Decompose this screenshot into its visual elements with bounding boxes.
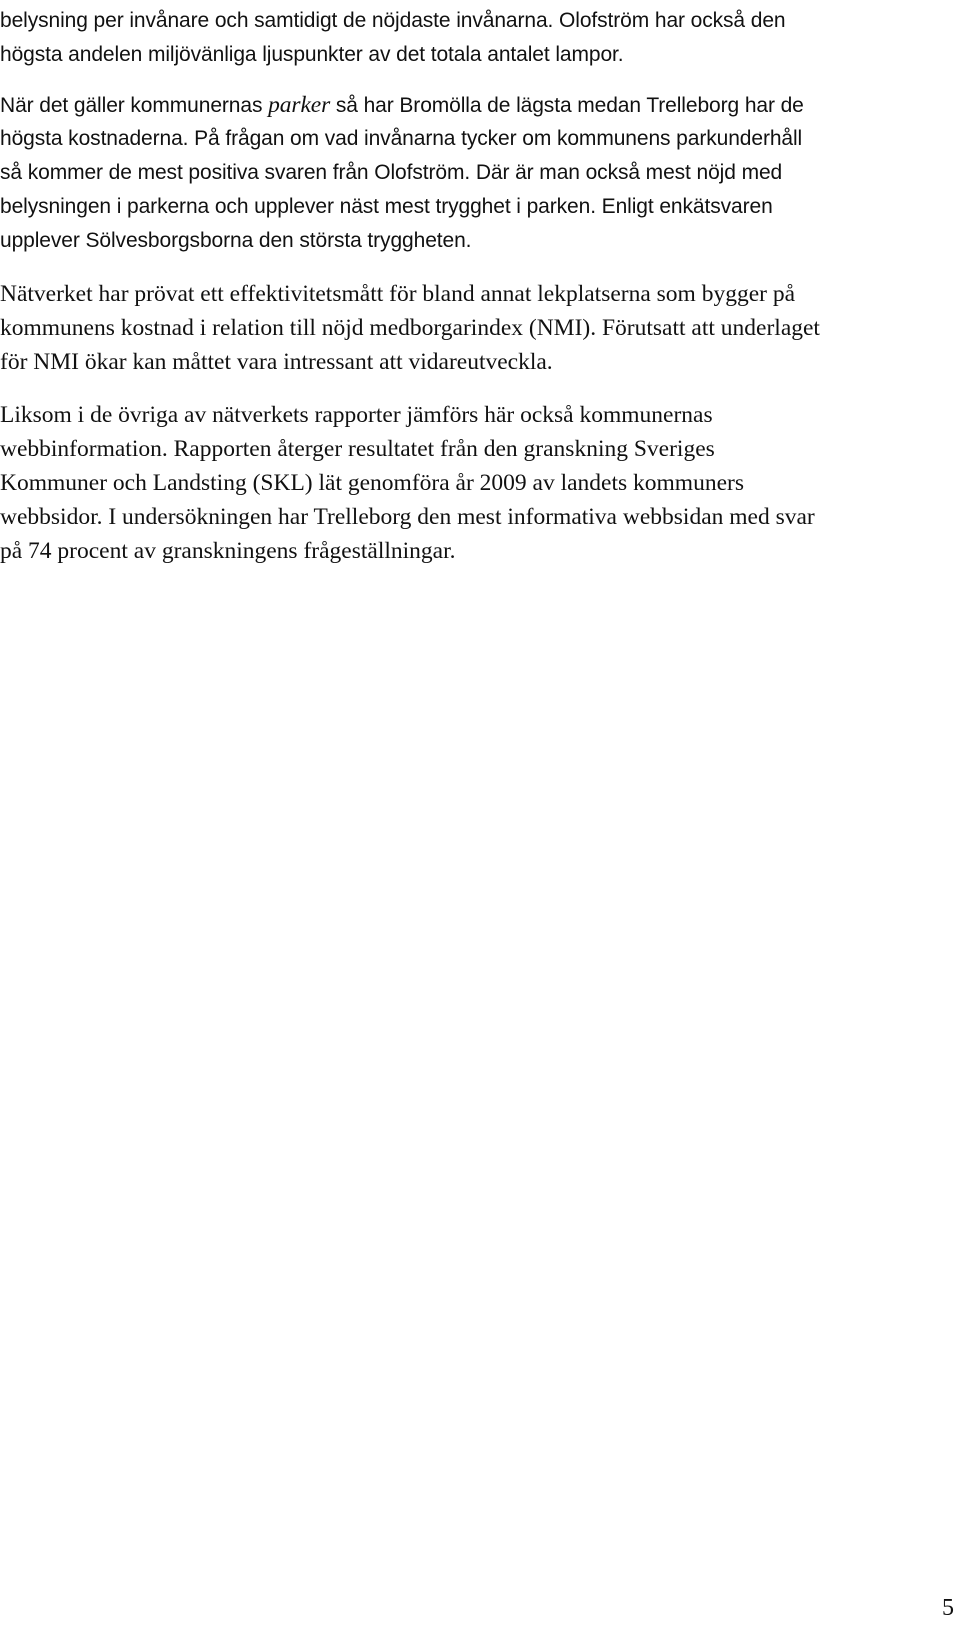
text-line: så kommer de mest positiva svaren från Olofström. Där är man också mest nöjd med [0,161,783,184]
text-line: Nätverket har prövat ett effektivitetsmått för bland annat lekplatserna som bygger på [0,281,796,307]
paragraph-lighting [0,4,786,72]
text-line: för NMI ökar kan måttet vara intressant att vidareutveckla. [0,349,553,375]
text-line: kommunens kostnad i relation till nöjd medborgarindex (NMI). Förutsatt att underlaget [0,315,820,341]
text-line: Liksom i de övriga av nätverkets rapporter jämförs här också kommunernas [0,402,713,428]
paragraph-web-information [0,398,815,568]
text-segment: När det gäller kommunernas [0,94,269,117]
paragraph-parks [0,88,804,258]
text-line: högsta kostnaderna. På frågan om vad invånarna tycker om kommunens parkunderhåll [0,127,803,150]
text-line: på 74 procent av granskningens frågeställningar. [0,538,456,564]
text-line: webbsidor. I undersökningen har Trelleborg den mest informativa webbsidan med svar [0,504,815,530]
text-line: belysning per invånare och samtidigt de nöjdaste invånarna. Olofström har också den [0,9,786,32]
text-segment: så har Bromölla de lägsta medan Trelleborg har de [330,94,804,117]
text-line: belysningen i parkerna och upplever näst mest trygghet i parken. Enligt enkätsvaren [0,195,773,218]
text-line: högsta andelen miljövänliga ljuspunkter av det totala antalet lampor. [0,43,624,66]
text-line [0,88,804,122]
text-line: webbinformation. Rapporten återger resultatet från den granskning Sveriges [0,436,715,462]
text-line: Kommuner och Landsting (SKL) lät genomföra år 2009 av landets kommuners [0,470,744,496]
text-line: upplever Sölvesborgsborna den största tryggheten. [0,229,472,252]
italic-term: parker [268,92,331,118]
paragraph-efficiency [0,277,820,379]
page-number: 5 [942,1595,954,1621]
